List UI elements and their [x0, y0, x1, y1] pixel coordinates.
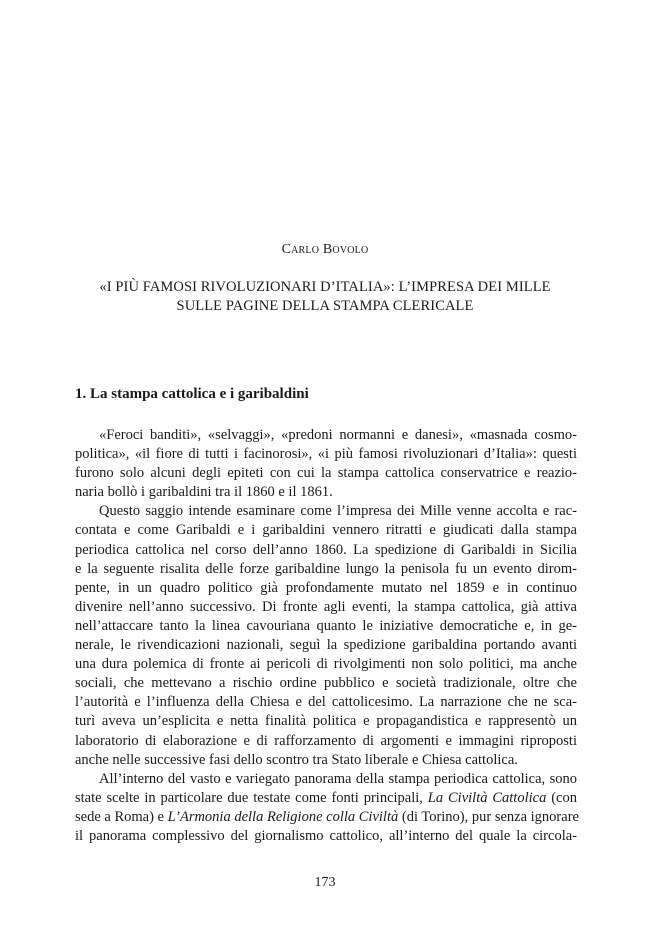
text-line: furono solo alcuni degli epiteti con cui la stampa cattolica conservatrice e reazio-	[75, 465, 577, 482]
text-line: «Feroci banditi», «selvaggi», «predoni normanni e danesi», «masnada cosmo-	[99, 427, 577, 443]
text-line: laboratorio di elaborazione e di rafforzamento di argomenti e immagini riproposti	[75, 732, 577, 749]
text-line: sociali, che mettevano a rischio ordine pubblico e società tradizionale, oltre che	[75, 675, 577, 692]
journal-title-armonia: L’Armonia della Religione colla Civiltà	[167, 808, 399, 825]
text-run: state scelte in particolare due testate come fonti principali,	[75, 789, 428, 806]
text-line	[75, 808, 577, 827]
page-number: 173	[314, 875, 336, 890]
section-heading: 1. La stampa cattolica e i garibaldini	[75, 386, 309, 402]
text-line: divenire nell’anno successivo. Di fronte agli eventi, la stampa cattolica, già attiva	[75, 598, 577, 615]
journal-title-civilta-cattolica: La Civiltà Cattolica	[427, 789, 547, 806]
text-line: nell’attaccare tanto la linea cavouriana quanto le iniziative democratiche e, in ge-	[75, 617, 577, 634]
title-line: «I PIÙ FAMOSI RIVOLUZIONARI D’ITALIA»: L’IMPRESA DEI MILLE	[99, 279, 551, 295]
text-run: (con	[546, 789, 577, 806]
text-line: All’interno del vasto e variegato panorama della stampa periodica cattolica, sono	[99, 770, 577, 787]
title-line: SULLE PAGINE DELLA STAMPA CLERICALE	[176, 298, 474, 314]
text-line: e la seguente risalita delle forze garibaldine lungo la penisola fu un evento dirom-	[75, 560, 577, 577]
text-line: periodica cattolica nel corso dell’anno 1860. La spedizione di Garibaldi in Sicilia	[75, 541, 577, 558]
text-line: naria bollò i garibaldini tra il 1860 e il 1861.	[75, 484, 333, 501]
text-line: nerale, le rivendicazioni nazionali, seguì la spedizione garibaldina portando avanti	[75, 637, 577, 654]
text-run: (di Torino), pur senza ignorare	[398, 808, 579, 825]
text-line: pente, in un quadro politico già profondamente mutato nel 1859 e in continuo	[75, 579, 577, 596]
text-line: una dura polemica di fronte ai pericoli di rivolgimenti non solo politici, ma anche	[75, 656, 577, 673]
text-line: anche nelle successive fasi dello scontro tra Stato liberale e Chiesa cattolica.	[75, 751, 518, 768]
text-line: Questo saggio intende esaminare come l’impresa dei Mille venne accolta e rac-	[99, 503, 577, 520]
text-line: l’autorità e l’influenza della Chiesa e del cattolicesimo. La narrazione che ne sca-	[75, 694, 577, 711]
body-text	[75, 426, 577, 846]
text-line: turì aveva un’esplicita e netta finalità politica e propagandistica e rappresentò un	[75, 713, 577, 730]
author-name: Carlo Bovolo	[281, 242, 369, 257]
text-run: sede a Roma) e	[75, 808, 168, 825]
text-line: il panorama complessivo del giornalismo cattolico, all’interno del quale la circola-	[75, 827, 577, 844]
text-line: contata e come Garibaldi e i garibaldini vennero ritratti e giudicati dalla stampa	[75, 522, 577, 539]
text-line: politica», «il fiore di tutti i facinorosi», «i più famosi rivoluzionari d’Italia»: questi	[75, 446, 577, 463]
chapter-title	[60, 278, 590, 316]
text-line	[75, 789, 577, 808]
